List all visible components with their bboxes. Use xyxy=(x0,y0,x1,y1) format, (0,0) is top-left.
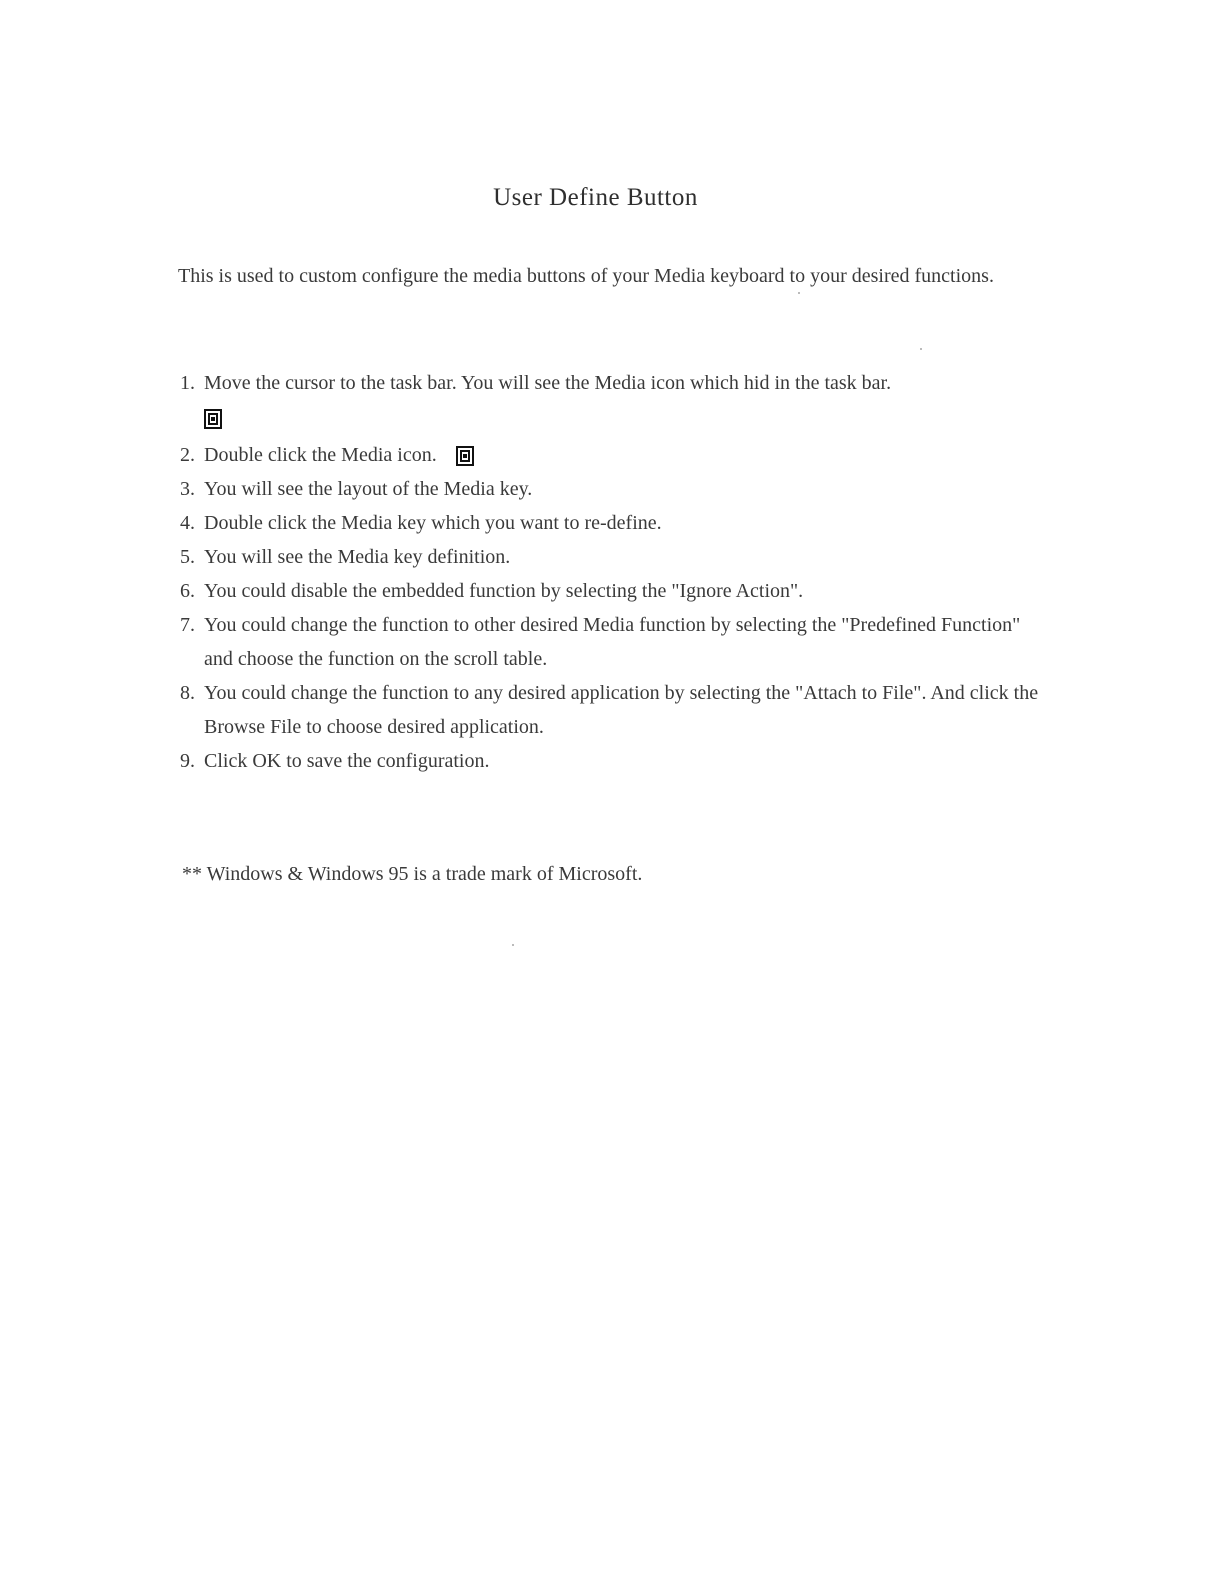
list-item xyxy=(180,472,1050,506)
step-text: You could disable the embedded function by selecting the "Ignore Action". xyxy=(204,580,804,602)
step-number: 9. xyxy=(180,750,195,772)
step-text: You could change the function to other desired Media function by selecting the "Predefined Function" and choose the function on the scroll table. xyxy=(204,614,1021,670)
list-item xyxy=(180,574,1050,608)
step-text: Click OK to save the configuration. xyxy=(204,750,490,772)
step-number: 5. xyxy=(180,546,195,568)
media-icon xyxy=(456,446,474,466)
intro-paragraph: This is used to custom configure the media buttons of your Media keyboard to your desired functions. xyxy=(178,265,994,287)
steps-list xyxy=(180,366,1050,778)
step-number: 1. xyxy=(180,372,195,394)
step-number: 8. xyxy=(180,682,195,704)
list-item xyxy=(180,744,1050,778)
list-item xyxy=(180,676,1050,744)
scan-speck xyxy=(920,348,922,350)
page-title: User Define Button xyxy=(493,184,698,211)
list-item xyxy=(180,540,1050,574)
media-icon xyxy=(204,409,222,429)
step-text: You will see the layout of the Media key. xyxy=(204,478,533,500)
step-text: Double click the Media key which you want to re-define. xyxy=(204,512,662,534)
step-number: 2. xyxy=(180,444,195,466)
step-text: You could change the function to any desired application by selecting the "Attach to File". And click the Browse File to choose desired application. xyxy=(204,682,1039,738)
step-text: You will see the Media key definition. xyxy=(204,546,511,568)
list-item xyxy=(180,366,1050,438)
step-text: Move the cursor to the task bar. You will see the Media icon which hid in the task bar. xyxy=(204,372,892,394)
list-item xyxy=(180,506,1050,540)
step-number: 4. xyxy=(180,512,195,534)
trademark-footnote: ** Windows & Windows 95 is a trade mark of Microsoft. xyxy=(182,863,643,885)
step-number: 6. xyxy=(180,580,195,602)
step-text: Double click the Media icon. xyxy=(204,444,437,466)
scan-speck xyxy=(512,944,514,946)
step-number: 7. xyxy=(180,614,195,636)
scan-speck xyxy=(798,292,800,294)
list-item xyxy=(180,438,1050,472)
list-item xyxy=(180,608,1050,676)
step-number: 3. xyxy=(180,478,195,500)
